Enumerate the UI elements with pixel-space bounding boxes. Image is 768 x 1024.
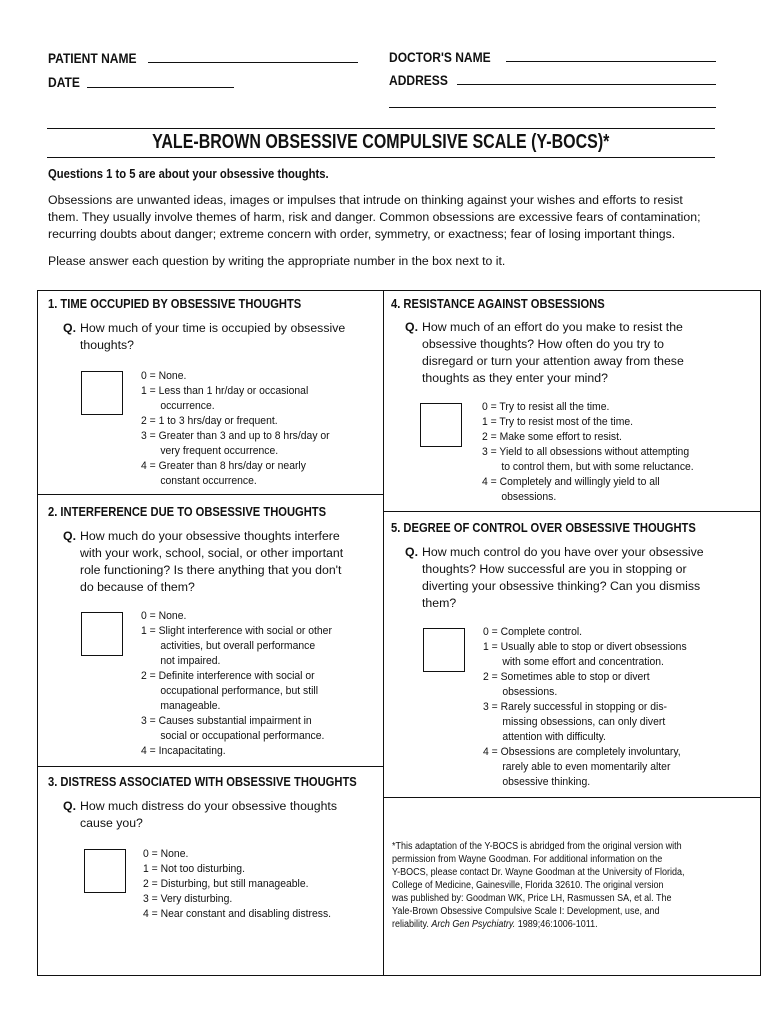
- section-5-answer-box[interactable]: [423, 628, 465, 672]
- question-line: role functioning? Is there anything that you don't: [80, 563, 342, 577]
- option-1-cont: activities, but overall performance: [160, 640, 316, 652]
- option-2: 2 = Make some effort to resist.: [482, 431, 622, 443]
- footnote: [392, 840, 732, 931]
- footnote-line: Yale-Brown Obsessive Compulsive Scale I: Development, use, and: [392, 906, 660, 917]
- option-3: 3 = Causes substantial impairment in: [141, 715, 312, 727]
- grid-divider-s1-s2: [37, 494, 384, 495]
- option-1: 1 = Slight interference with social or other: [141, 625, 332, 637]
- intro-paragraph: [48, 192, 728, 243]
- option-2: 2 = Definite interference with social or: [141, 670, 315, 682]
- option-1-cont: with some effort and concentration.: [502, 656, 664, 668]
- question-line: thoughts? How successful are you in stopping or: [422, 562, 687, 576]
- grid-divider-s4-s5: [383, 511, 761, 512]
- footnote-line: Y-BOCS, please contact Dr. Wayne Goodman at the University of Florida,: [392, 867, 685, 878]
- option-4: 4 = Completely and willingly yield to all: [482, 476, 660, 488]
- instruction-text: Please answer each question by writing the appropriate number in the box next to it.: [48, 254, 506, 268]
- section-3-answer-box[interactable]: [84, 849, 126, 893]
- section-5-options: [483, 625, 704, 790]
- footnote-line: was published by: Goodman WK, Price LH, Rasmussen SA, et al. The: [392, 893, 672, 904]
- address-label: ADDRESS: [389, 72, 448, 88]
- footnote-line: *This adaptation of the Y-BOCS is abridged from the original version with: [392, 841, 682, 852]
- option-3: 3 = Greater than 3 and up to 8 hrs/day or: [141, 430, 330, 442]
- option-1: 1 = Not too disturbing.: [143, 863, 245, 875]
- option-1-cont: occurrence.: [160, 400, 215, 412]
- question-line: How much of your time is occupied by obsessive: [80, 321, 346, 335]
- section-4-options: [482, 400, 712, 505]
- grid-divider-s2-s3: [37, 766, 384, 767]
- option-1: 1 = Try to resist most of the time.: [482, 416, 634, 428]
- question-line: How much do your obsessive thoughts interfere: [80, 529, 340, 543]
- question-label: Q.: [405, 545, 418, 559]
- doctor-name-label: DOCTOR'S NAME: [389, 49, 491, 65]
- question-line: How much of an effort do you make to resist the: [422, 320, 683, 334]
- question-label: Q.: [63, 529, 76, 543]
- question-line: obsessive thoughts? How often do you try to: [422, 337, 664, 351]
- title-top-rule: [47, 128, 715, 129]
- date-field[interactable]: [87, 87, 234, 88]
- option-2-cont: manageable.: [160, 700, 221, 712]
- title-bottom-rule: [47, 157, 715, 158]
- option-4: 4 = Greater than 8 hrs/day or nearly: [141, 460, 306, 472]
- option-0: 0 = None.: [141, 610, 187, 622]
- section-3-question: [63, 798, 373, 832]
- footnote-line: [392, 918, 698, 931]
- address-field[interactable]: [457, 84, 716, 85]
- option-3: 3 = Very disturbing.: [143, 893, 233, 905]
- patient-name-label: PATIENT NAME: [48, 50, 137, 66]
- section-4-title: 4. RESISTANCE AGAINST OBSESSIONS: [391, 296, 605, 311]
- option-3: 3 = Yield to all obsessions without attempting: [482, 446, 690, 458]
- option-3-cont: to control them, but with some reluctance.: [501, 461, 694, 473]
- patient-name-field[interactable]: [148, 62, 358, 63]
- section-3-title: 3. DISTRESS ASSOCIATED WITH OBSESSIVE THOUGHTS: [48, 774, 357, 789]
- option-4-cont: obsessive thinking.: [502, 776, 591, 788]
- question-line: do because of them?: [80, 580, 195, 594]
- question-line: thoughts?: [80, 338, 135, 352]
- question-line: them?: [422, 596, 457, 610]
- intro-line: Obsessions are unwanted ideas, images or impulses that intrude on thinking against your wishes and efforts to resist: [48, 193, 683, 207]
- section-2-answer-box[interactable]: [81, 612, 123, 656]
- section-2-question: [63, 528, 373, 596]
- section-5-question: [405, 544, 755, 612]
- option-0: 0 = Complete control.: [483, 626, 583, 638]
- option-4-cont: obsessions.: [501, 491, 557, 503]
- intro-line: recurring doubts about danger; extreme concern with order, symmetry, or exactness; fear of losing important things.: [48, 227, 676, 241]
- option-3-cont: attention with difficulty.: [502, 731, 606, 743]
- section-4-answer-box[interactable]: [420, 403, 462, 447]
- date-label: DATE: [48, 74, 80, 90]
- option-2: 2 = Sometimes able to stop or divert: [483, 671, 650, 683]
- journal-name: Arch Gen Psychiatry.: [431, 919, 516, 930]
- option-2: 2 = Disturbing, but still manageable.: [143, 878, 309, 890]
- option-2-cont: occupational performance, but still: [160, 685, 319, 697]
- question-line: How much distress do your obsessive thoughts: [80, 799, 337, 813]
- intro-line: them. They usually involve themes of harm, risk and danger. Common obsessions are excessive fears of contamination;: [48, 210, 701, 224]
- question-line: with your work, school, social, or other important: [80, 546, 344, 560]
- footnote-line: permission from Wayne Goodman. For additional information on the: [392, 854, 663, 865]
- footnote-prefix: reliability.: [392, 919, 432, 930]
- intro-heading: Questions 1 to 5 are about your obsessive thoughts.: [48, 167, 329, 181]
- question-line: cause you?: [80, 816, 143, 830]
- question-label: Q.: [63, 799, 76, 813]
- option-1: 1 = Usually able to stop or divert obsessions: [483, 641, 687, 653]
- address-field-line-2[interactable]: [389, 107, 716, 108]
- question-line: How much control do you have over your obsessive: [422, 545, 704, 559]
- grid-divider-s5-footnote: [383, 797, 761, 798]
- section-2-options: [141, 609, 349, 759]
- question-line: disregard or turn your attention away from these: [422, 354, 684, 368]
- option-3: 3 = Rarely successful in stopping or dis-: [483, 701, 667, 713]
- section-2-title: 2. INTERFERENCE DUE TO OBSESSIVE THOUGHTS: [48, 504, 327, 519]
- option-0: 0 = Try to resist all the time.: [482, 401, 610, 413]
- section-4-question: [405, 319, 755, 387]
- option-3-cont: social or occupational performance.: [160, 730, 325, 742]
- option-2-cont: obsessions.: [502, 686, 558, 698]
- option-4: 4 = Obsessions are completely involuntary,: [483, 746, 681, 758]
- intro-instruction: [48, 253, 728, 270]
- question-label: Q.: [63, 321, 76, 335]
- section-3-options: [143, 847, 347, 922]
- grid-column-divider: [383, 290, 384, 976]
- option-2: 2 = 1 to 3 hrs/day or frequent.: [141, 415, 278, 427]
- citation: 1989;46:1006-1011.: [515, 919, 598, 930]
- footnote-line: College of Medicine, Gainesville, Florida 32610. The original version: [392, 880, 664, 891]
- question-line: thoughts as they enter your mind?: [422, 371, 608, 385]
- option-4: 4 = Near constant and disabling distress.: [143, 908, 332, 920]
- section-1-options: [141, 369, 346, 489]
- option-4-cont: constant occurrence.: [160, 475, 257, 487]
- option-4: 4 = Incapacitating.: [141, 745, 226, 757]
- doctor-name-field[interactable]: [506, 61, 716, 62]
- option-0: 0 = None.: [141, 370, 187, 382]
- option-1-cont: not impaired.: [160, 655, 221, 667]
- section-1-question: [63, 320, 373, 354]
- option-3-cont: missing obsessions, can only divert: [502, 716, 666, 728]
- section-1-title: 1. TIME OCCUPIED BY OBSESSIVE THOUGHTS: [48, 296, 302, 311]
- option-3-cont: very frequent occurrence.: [160, 445, 279, 457]
- section-5-title: 5. DEGREE OF CONTROL OVER OBSESSIVE THOUGHTS: [391, 520, 696, 535]
- option-1: 1 = Less than 1 hr/day or occasional: [141, 385, 309, 397]
- question-line: diverting your obsessive thinking? Can you dismiss: [422, 579, 701, 593]
- section-1-answer-box[interactable]: [81, 371, 123, 415]
- option-4-cont: rarely able to even momentarily alter: [502, 761, 671, 773]
- option-0: 0 = None.: [143, 848, 189, 860]
- page-title: YALE-BROWN OBSESSIVE COMPULSIVE SCALE (Y-BOCS)*: [152, 131, 610, 153]
- question-label: Q.: [405, 320, 418, 334]
